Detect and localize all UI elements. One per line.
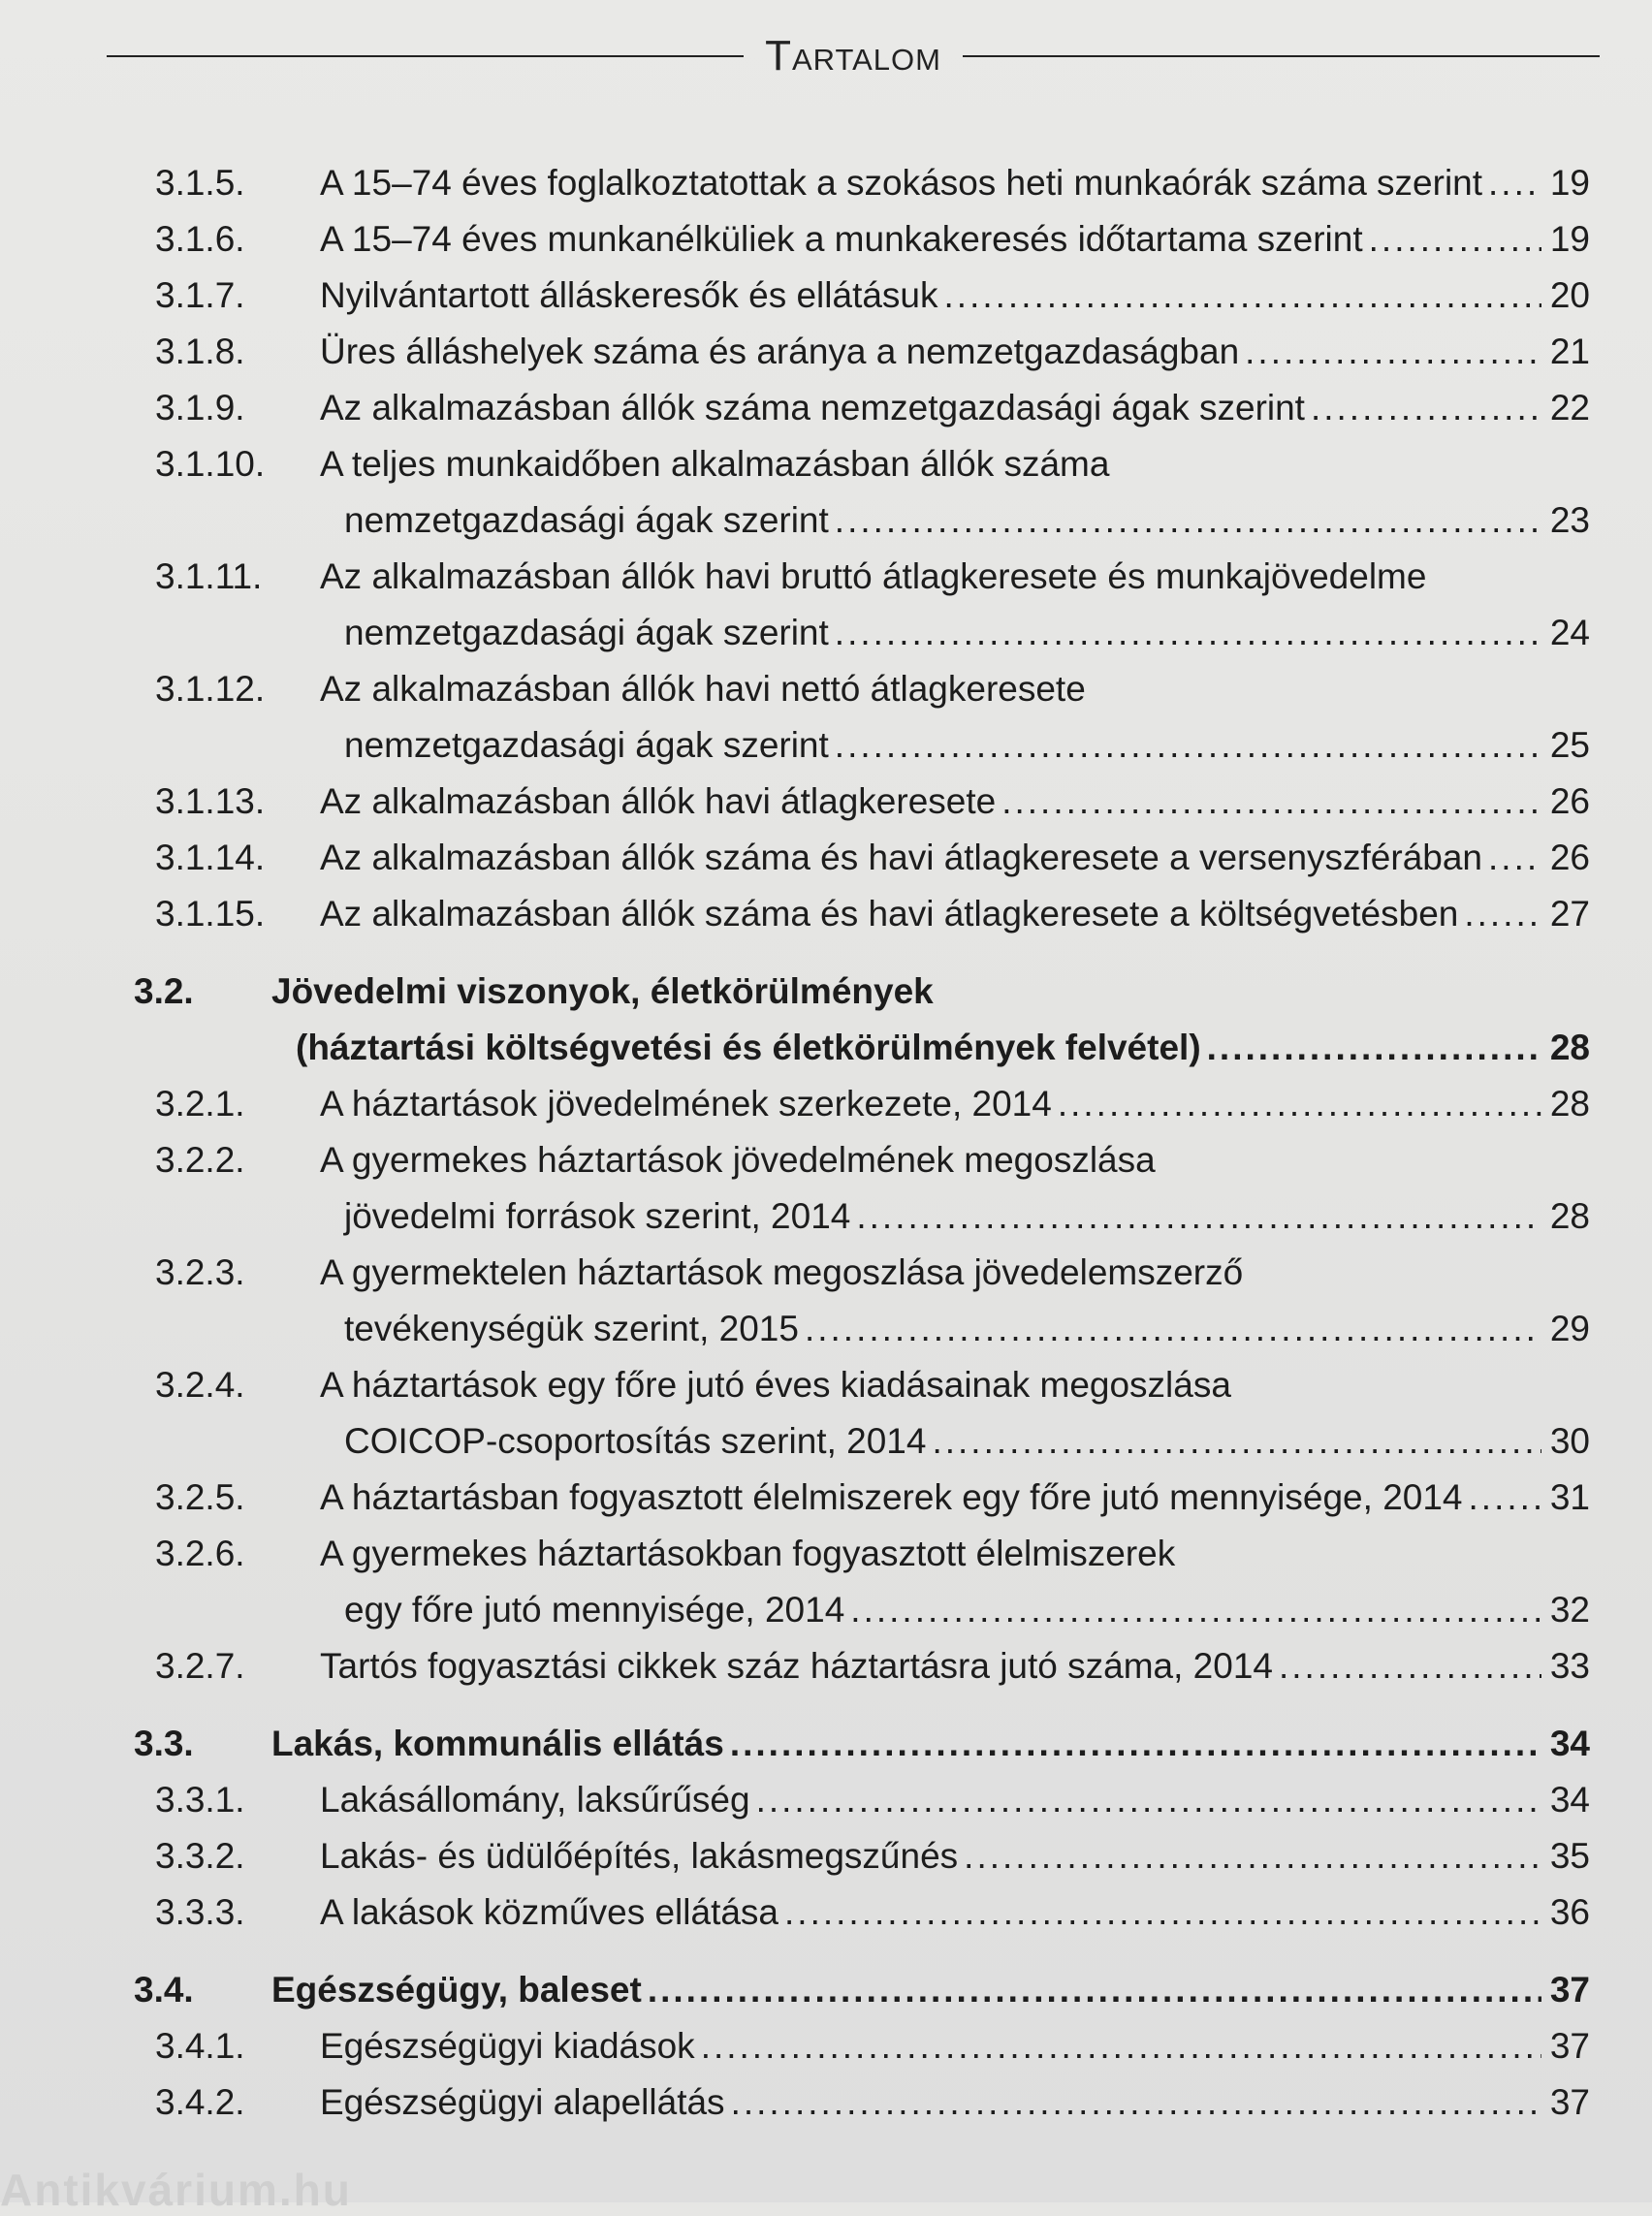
toc-entry-line: [344, 492, 1590, 549]
toc-entry-line: [320, 155, 1590, 211]
toc-entry-number: 3.1.13.: [155, 781, 266, 821]
toc-entry-number: 3.3.1.: [155, 1780, 245, 1820]
page-title: Tartalom: [765, 32, 941, 79]
leader-dots: [701, 2018, 1541, 2074]
toc-page-number: 35: [1549, 1836, 1590, 1876]
toc-entry-title: A 15–74 éves foglalkoztatottak a szokásos heti munkaórák száma szerint: [320, 163, 1483, 203]
leader-dots: [784, 1884, 1541, 1941]
toc-entry-line: [320, 380, 1590, 436]
toc-entry-line: [320, 268, 1590, 324]
leader-dots: [730, 1716, 1541, 1772]
toc-entry: [155, 661, 1590, 774]
toc-entry-line: [320, 1526, 1590, 1582]
toc-page-number: 23: [1549, 500, 1590, 540]
toc-entry: [155, 436, 1590, 549]
leader-dots: [835, 492, 1541, 549]
leader-dots: [932, 1413, 1541, 1470]
toc-entry-number: 3.2.2.: [155, 1140, 245, 1180]
leader-dots: [835, 605, 1541, 661]
toc-entry-title: jövedelmi források szerint, 2014: [344, 1196, 851, 1236]
leader-dots: [805, 1301, 1541, 1357]
toc-entry: [155, 268, 1590, 324]
toc-entry-line: [271, 964, 1590, 1020]
leader-dots: [731, 2074, 1541, 2131]
toc-entry-title: Egészségügyi kiadások: [320, 2026, 695, 2066]
toc-entry: [155, 1638, 1590, 1694]
toc-entry-number: 3.1.11.: [155, 556, 263, 596]
leader-dots: [1245, 324, 1541, 380]
toc-entry-title: Az alkalmazásban állók száma és havi átlagkeresete a költségvetésben: [320, 894, 1459, 934]
toc-entry: [155, 1245, 1590, 1357]
toc-entry-line: [344, 1188, 1590, 1245]
toc-page-number: 27: [1549, 894, 1590, 934]
toc-entry-line: [344, 1582, 1590, 1638]
toc-page-number: 22: [1549, 388, 1590, 427]
toc-entry-title: Az alkalmazásban állók száma és havi átlagkeresete a versenyszférában: [320, 838, 1483, 877]
toc-entry: [155, 2074, 1590, 2131]
leader-dots: [1311, 380, 1541, 436]
toc-entry-title: Az alkalmazásban állók száma nemzetgazdasági ágak szerint: [320, 388, 1305, 427]
leader-dots: [648, 1962, 1541, 2018]
toc-entry: [155, 774, 1590, 830]
toc-entry-line: [296, 1020, 1590, 1076]
toc-entry: [155, 1132, 1590, 1245]
toc-entry: [155, 2018, 1590, 2074]
toc-page-number: 37: [1549, 2026, 1590, 2066]
toc-entry-title: A teljes munkaidőben alkalmazásban állók száma: [320, 444, 1110, 484]
toc-entry-title: A gyermekes háztartásokban fogyasztott élelmiszerek: [320, 1534, 1176, 1573]
toc-entry: [155, 380, 1590, 436]
toc-page-number: 21: [1549, 332, 1590, 371]
header-rule-left: [107, 55, 744, 57]
toc-entry-title: A 15–74 éves munkanélküliek a munkakeresés időtartama szerint: [320, 219, 1363, 259]
toc-entry-line: [320, 549, 1590, 605]
leader-dots: [1464, 886, 1541, 942]
toc-page-number: 36: [1549, 1892, 1590, 1932]
toc-entry-number: 3.2.7.: [155, 1646, 245, 1686]
toc-section: [134, 964, 1590, 1076]
toc-entry-line: [320, 1884, 1590, 1941]
toc-entry-title: Nyilvántartott álláskeresők és ellátásuk: [320, 275, 938, 315]
leader-dots: [1058, 1076, 1541, 1132]
leader-dots: [1207, 1020, 1541, 1076]
toc-entry-title: nemzetgazdasági ágak szerint: [344, 613, 829, 652]
toc-entry-line: [271, 1716, 1590, 1772]
leader-dots: [944, 268, 1541, 324]
toc-page-number: 26: [1549, 838, 1590, 877]
toc-entry-number: 3.1.15.: [155, 894, 266, 934]
toc-entry: [155, 830, 1590, 886]
toc-entry-number: 3.1.10.: [155, 444, 266, 484]
toc-page-number: 19: [1549, 163, 1590, 203]
toc-entry-line: [320, 774, 1590, 830]
toc-page-number: 19: [1549, 219, 1590, 259]
toc-entry-number: 3.1.14.: [155, 838, 266, 877]
toc-entry-number: 3.3.3.: [155, 1892, 245, 1932]
leader-dots: [850, 1582, 1541, 1638]
toc-page-number: 28: [1549, 1028, 1590, 1067]
toc-page-number: 33: [1549, 1646, 1590, 1686]
toc-section: [134, 1962, 1590, 2018]
toc-entry-line: [344, 1413, 1590, 1470]
toc-entry: [155, 211, 1590, 268]
leader-dots: [1469, 1470, 1541, 1526]
toc-entry-title: Egészségügyi alapellátás: [320, 2082, 725, 2122]
leader-dots: [1488, 155, 1541, 211]
toc-entry-line: [320, 324, 1590, 380]
toc-entry-number: 3.2.3.: [155, 1252, 245, 1292]
toc-entry-line: [320, 1076, 1590, 1132]
toc-entry-title: Lakásállomány, laksűrűség: [320, 1780, 750, 1820]
toc-entry-number: 3.2.4.: [155, 1365, 245, 1405]
toc-entry-number: 3.4.2.: [155, 2082, 245, 2122]
toc-section: [134, 1716, 1590, 1772]
toc-entry-line: [320, 1638, 1590, 1694]
toc-entry-title: A gyermekes háztartások jövedelmének megoszlása: [320, 1140, 1156, 1180]
watermark: Antikvárium.hu: [0, 2165, 352, 2215]
toc-entry: [155, 886, 1590, 942]
toc-entry-title: Lakás, kommunális ellátás: [271, 1724, 724, 1763]
toc-entry-line: [320, 211, 1590, 268]
leader-dots: [1369, 211, 1541, 268]
toc-entry-line: [320, 1470, 1590, 1526]
leader-dots: [964, 1828, 1541, 1884]
toc-page-number: 37: [1549, 1970, 1590, 2010]
leader-dots: [1488, 830, 1541, 886]
toc-entry: [155, 1076, 1590, 1132]
toc-entry: [155, 1828, 1590, 1884]
toc-entry-title: tevékenységük szerint, 2015: [344, 1309, 799, 1348]
toc-entry-line: [320, 1245, 1590, 1301]
toc-entry: [155, 155, 1590, 211]
toc-entry: [155, 549, 1590, 661]
toc-entry-title: Jövedelmi viszonyok, életkörülmények: [271, 971, 934, 1011]
toc-entry: [155, 1526, 1590, 1638]
toc-entry-line: [344, 717, 1590, 774]
toc-entry-line: [344, 605, 1590, 661]
toc-entry-line: [320, 1772, 1590, 1828]
header-rule-right: [963, 55, 1600, 57]
toc-page-number: 30: [1549, 1421, 1590, 1461]
toc-page-number: 31: [1549, 1477, 1590, 1517]
leader-dots: [1279, 1638, 1541, 1694]
toc-entry-number: 3.3.2.: [155, 1836, 245, 1876]
toc-entry-number: 3.2.1.: [155, 1084, 245, 1124]
toc-entry-line: [320, 1357, 1590, 1413]
toc-entry-number: 3.1.12.: [155, 669, 266, 709]
toc-entry-line: [320, 436, 1590, 492]
toc-entry-number: 3.1.7.: [155, 275, 245, 315]
toc-entry-line: [344, 1301, 1590, 1357]
toc-entry-number: 3.1.5.: [155, 163, 245, 203]
toc-entry-number: 3.1.9.: [155, 388, 245, 427]
toc-entry-line: [320, 1828, 1590, 1884]
leader-dots: [856, 1188, 1541, 1245]
toc-entry-line: [271, 1962, 1590, 2018]
toc-entry-title: Az alkalmazásban állók havi nettó átlagkeresete: [320, 669, 1086, 709]
toc-entry: [155, 1884, 1590, 1941]
toc-entry-number: 3.1.6.: [155, 219, 245, 259]
toc-entry: [155, 1357, 1590, 1470]
toc-page-number: 32: [1549, 1590, 1590, 1630]
toc-entry-title: Tartós fogyasztási cikkek száz háztartásra jutó száma, 2014: [320, 1646, 1273, 1686]
toc-entry-line: [320, 661, 1590, 717]
toc-entry-title: Az alkalmazásban állók havi átlagkeresete: [320, 781, 997, 821]
toc-entry-title: A háztartások jövedelmének szerkezete, 2014: [320, 1084, 1052, 1124]
toc-entry-title: A gyermektelen háztartások megoszlása jövedelemszerző: [320, 1252, 1244, 1292]
toc-entry-title: egy főre jutó mennyisége, 2014: [344, 1590, 845, 1630]
toc-entry-number: 3.2.5.: [155, 1477, 245, 1517]
table-of-contents: [134, 155, 1590, 2131]
toc-entry-title: (háztartási költségvetési és életkörülmények felvétel): [296, 1028, 1201, 1067]
toc-entry-number: 3.2.: [134, 971, 194, 1011]
toc-entry-number: 3.4.1.: [155, 2026, 245, 2066]
toc-page-number: 24: [1549, 613, 1590, 652]
toc-page-number: 28: [1549, 1084, 1590, 1124]
toc-page-number: 20: [1549, 275, 1590, 315]
toc-entry-line: [320, 830, 1590, 886]
toc-page-number: 25: [1549, 725, 1590, 765]
toc-entry-number: 3.3.: [134, 1724, 194, 1763]
toc-entry-line: [320, 2074, 1590, 2131]
toc-entry-line: [320, 2018, 1590, 2074]
toc-entry-number: 3.4.: [134, 1970, 194, 2010]
toc-entry-title: nemzetgazdasági ágak szerint: [344, 725, 829, 765]
toc-entry-line: [320, 1132, 1590, 1188]
toc-entry-title: A háztartások egy főre jutó éves kiadásainak megoszlása: [320, 1365, 1231, 1405]
leader-dots: [756, 1772, 1541, 1828]
toc-page-number: 29: [1549, 1309, 1590, 1348]
toc-entry-title: COICOP-csoportosítás szerint, 2014: [344, 1421, 927, 1461]
leader-dots: [1001, 774, 1541, 830]
toc-entry-number: 3.2.6.: [155, 1534, 245, 1573]
toc-entry: [155, 1470, 1590, 1526]
toc-entry-title: A lakások közműves ellátása: [320, 1892, 779, 1932]
toc-entry-title: nemzetgazdasági ágak szerint: [344, 500, 829, 540]
toc-entry-title: A háztartásban fogyasztott élelmiszerek egy főre jutó mennyisége, 2014: [320, 1477, 1463, 1517]
toc-entry-title: Üres álláshelyek száma és aránya a nemzetgazdaságban: [320, 332, 1240, 371]
toc-page-number: 34: [1549, 1724, 1590, 1763]
toc-page-number: 26: [1549, 781, 1590, 821]
toc-entry: [155, 1772, 1590, 1828]
toc-page-number: 34: [1549, 1780, 1590, 1820]
toc-entry-title: Az alkalmazásban állók havi bruttó átlagkeresete és munkajövedelme: [320, 556, 1427, 596]
toc-entry-line: [320, 886, 1590, 942]
leader-dots: [835, 717, 1541, 774]
toc-page-number: 37: [1549, 2082, 1590, 2122]
toc-entry: [155, 324, 1590, 380]
toc-page-number: 28: [1549, 1196, 1590, 1236]
toc-entry-title: Lakás- és üdülőépítés, lakásmegszűnés: [320, 1836, 959, 1876]
toc-entry-title: Egészségügy, baleset: [271, 1970, 642, 2010]
page-header: [107, 27, 1600, 85]
toc-entry-number: 3.1.8.: [155, 332, 245, 371]
